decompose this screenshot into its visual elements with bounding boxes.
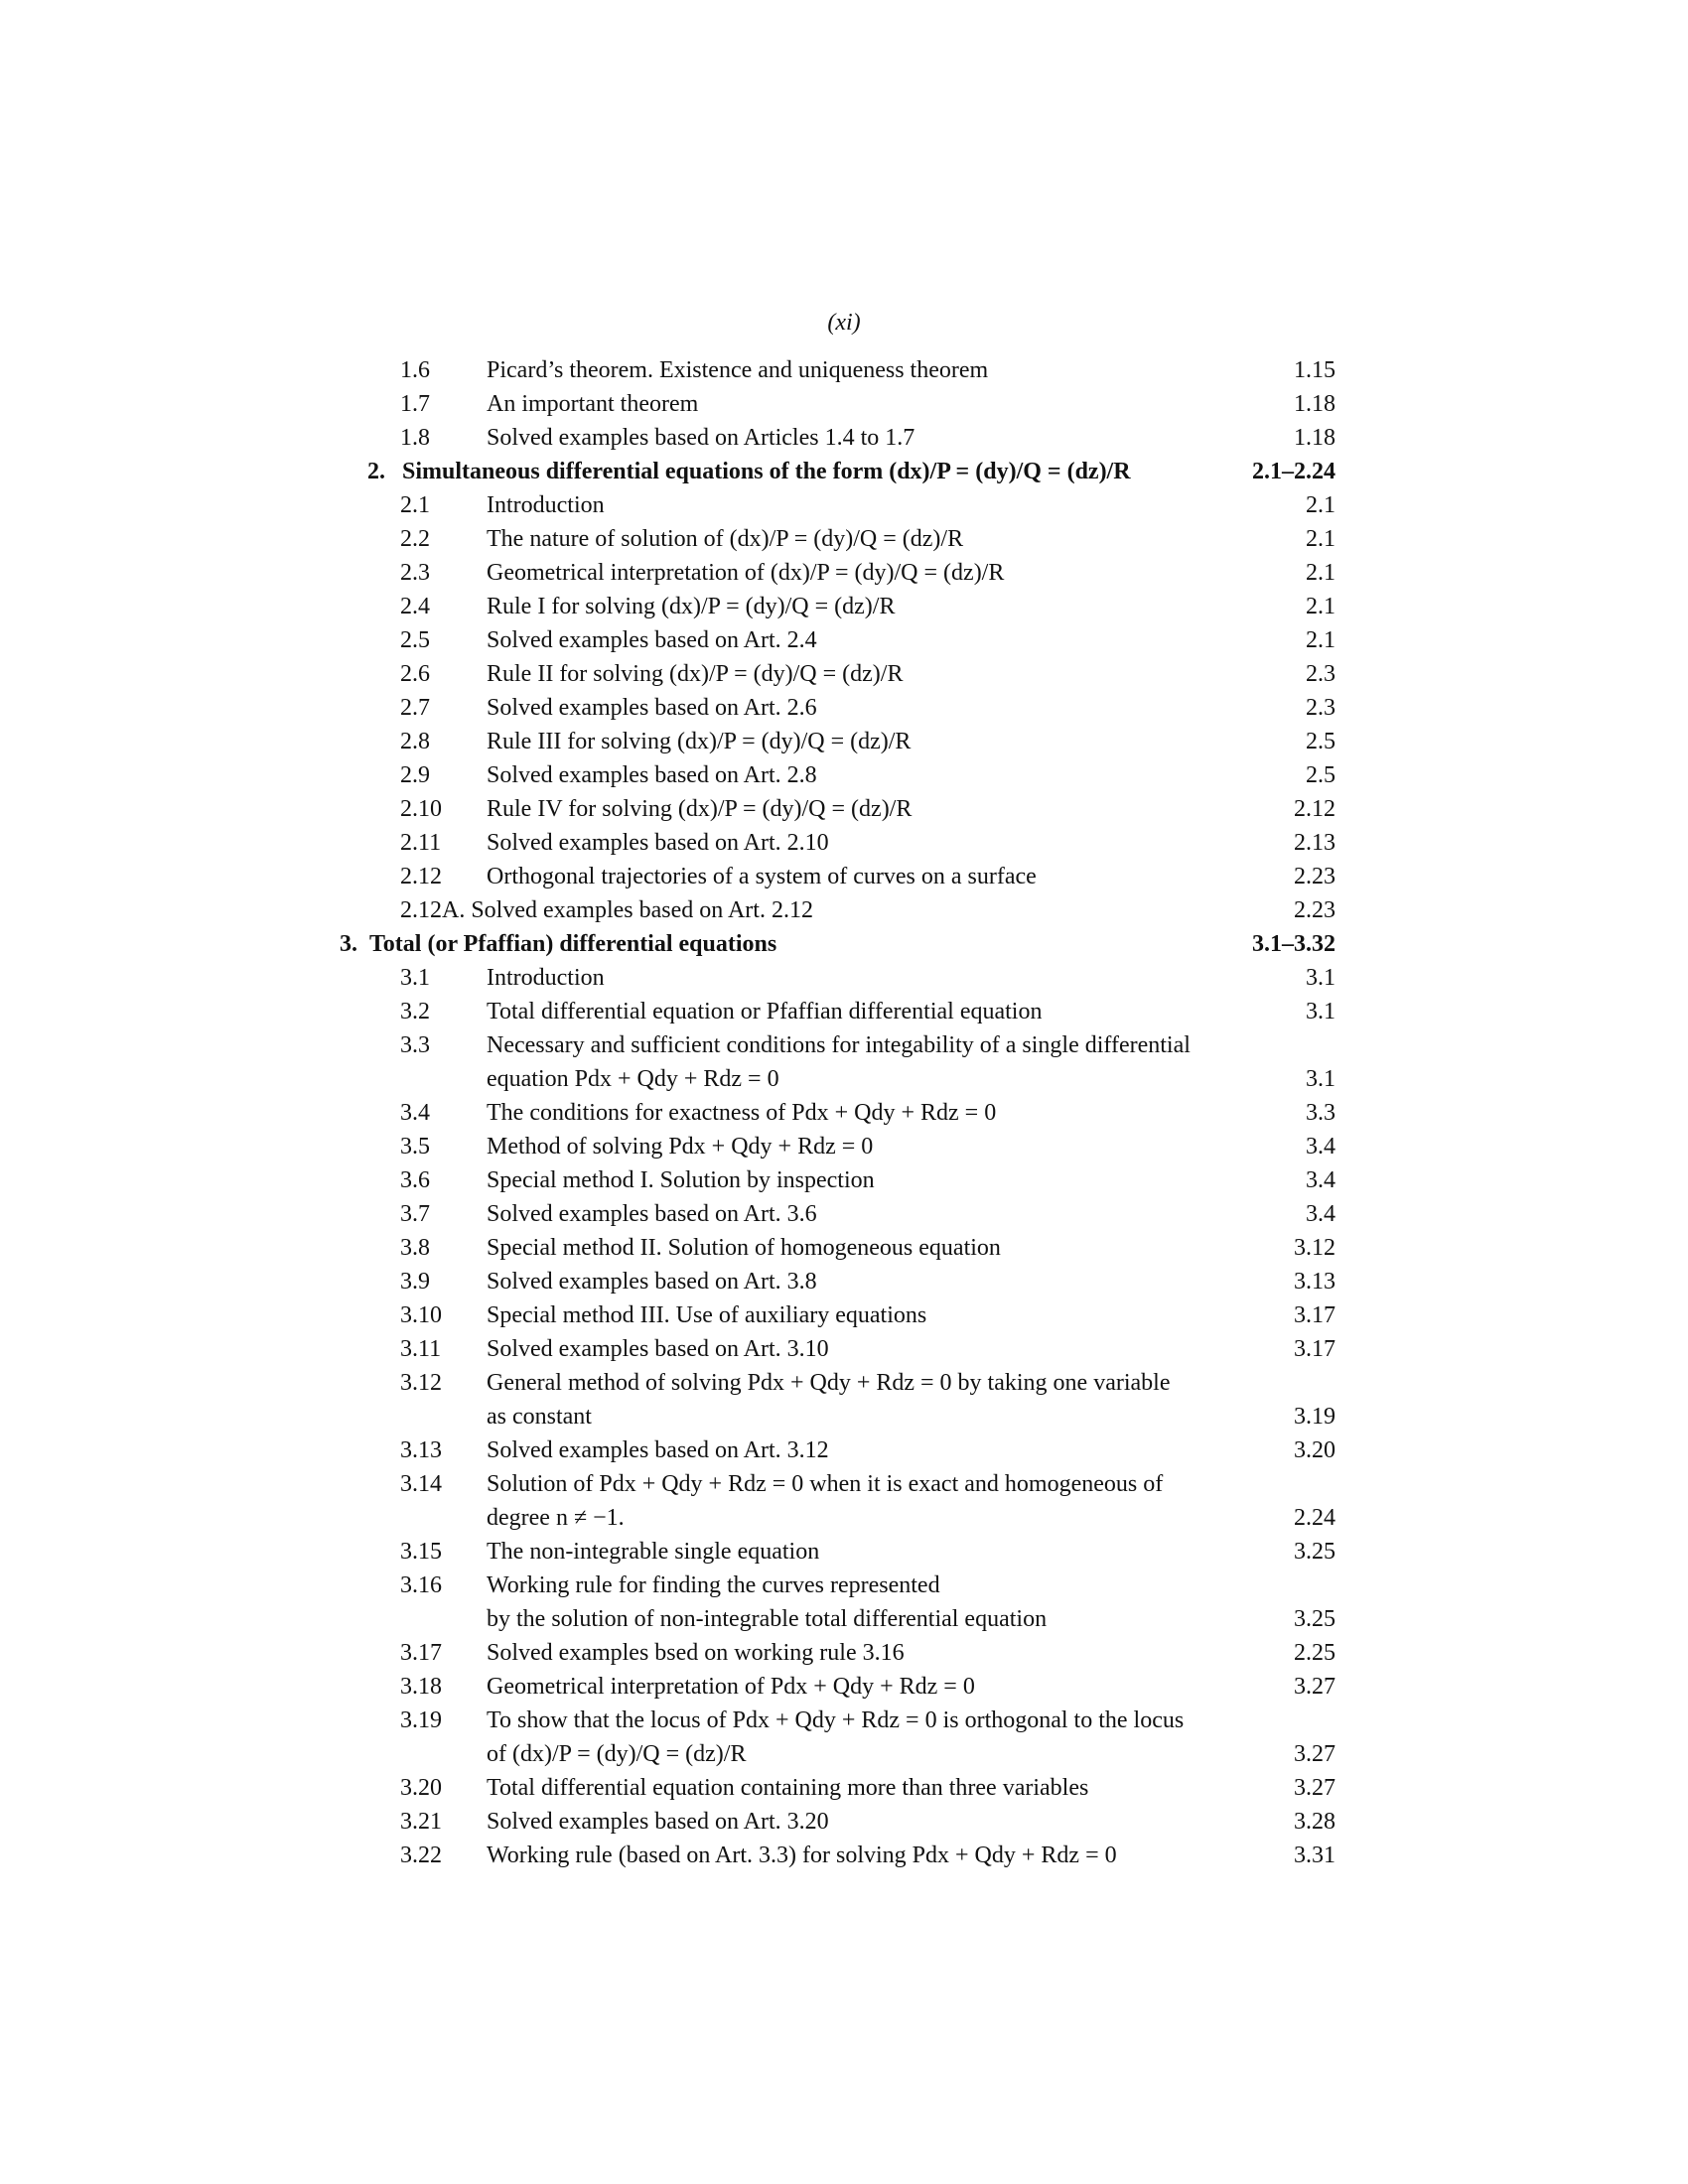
toc-entry xyxy=(0,1163,1688,1197)
section-number: 3.8 xyxy=(400,1235,430,1261)
page-ref: 3.12 xyxy=(1294,1235,1336,1261)
section-title: of (dx)/P = (dy)/Q = (dz)/R xyxy=(487,1741,747,1767)
section-title: The nature of solution of (dx)/P = (dy)/Q = (dz)/R xyxy=(487,526,964,552)
toc-entry-continuation xyxy=(0,1400,1688,1433)
section-number: 2.1 xyxy=(400,492,430,518)
section-title: Introduction xyxy=(487,965,605,991)
section-title: The non-integrable single equation xyxy=(487,1539,820,1565)
toc-entry xyxy=(0,590,1688,623)
toc-entry xyxy=(0,1130,1688,1163)
page-ref: 2.25 xyxy=(1294,1640,1336,1666)
section-number: 3.20 xyxy=(400,1775,442,1801)
page-ref: 3.3 xyxy=(1306,1100,1336,1126)
toc-entry xyxy=(0,556,1688,590)
toc-entry xyxy=(0,657,1688,691)
section-number: 3.15 xyxy=(400,1539,442,1565)
toc-entry-continuation xyxy=(0,1737,1688,1771)
section-title: To show that the locus of Pdx + Qdy + Rdz = 0 is orthogonal to the locus xyxy=(487,1707,1185,1733)
page-ref: 3.19 xyxy=(1294,1404,1336,1430)
section-title: Solved examples based on Art. 2.8 xyxy=(487,762,817,788)
section-number: 2.5 xyxy=(400,627,430,653)
section-number: 3.12 xyxy=(400,1370,442,1396)
page-ref: 1.18 xyxy=(1294,425,1336,451)
section-title: Rule II for solving (dx)/P = (dy)/Q = (dz)/R xyxy=(487,661,904,687)
section-title: Working rule (based on Art. 3.3) for solving Pdx + Qdy + Rdz = 0 xyxy=(487,1843,1117,1868)
section-title: Solved examples based on Art. 3.10 xyxy=(487,1336,829,1362)
toc-entry xyxy=(0,1231,1688,1265)
section-number: 2.8 xyxy=(400,729,430,754)
section-number: 2.10 xyxy=(400,796,442,822)
toc-entry xyxy=(0,1028,1688,1062)
section-number: 2.4 xyxy=(400,594,430,619)
page-ref: 2.1 xyxy=(1306,560,1336,586)
table-of-contents xyxy=(0,353,1688,1872)
page-ref: 2.1 xyxy=(1306,526,1336,552)
toc-entry xyxy=(0,1366,1688,1400)
toc-entry xyxy=(0,1771,1688,1805)
toc-entry xyxy=(0,387,1688,421)
section-number: 3.10 xyxy=(400,1302,442,1328)
chapter-title: Simultaneous differential equations of the form (dx)/P = (dy)/Q = (dz)/R xyxy=(402,459,1131,484)
section-title: Solved examples based on Art. 2.6 xyxy=(487,695,817,721)
section-title: Total differential equation or Pfaffian differential equation xyxy=(487,999,1043,1024)
page-number: (xi) xyxy=(827,310,861,336)
page-ref: 1.15 xyxy=(1294,357,1336,383)
section-title: Solved examples based on Art. 3.20 xyxy=(487,1809,829,1835)
page-ref: 3.20 xyxy=(1294,1437,1336,1463)
page-ref: 3.17 xyxy=(1294,1336,1336,1362)
section-number: 3.14 xyxy=(400,1471,442,1497)
section-title: Method of solving Pdx + Qdy + Rdz = 0 xyxy=(487,1134,874,1160)
section-number: 3.11 xyxy=(400,1336,442,1362)
toc-entry xyxy=(0,1467,1688,1501)
section-number: 2.6 xyxy=(400,661,430,687)
toc-entry xyxy=(0,1298,1688,1332)
page-ref: 3.31 xyxy=(1294,1843,1336,1868)
toc-entry xyxy=(0,961,1688,995)
section-number: 3.1 xyxy=(400,965,430,991)
section-number: 3.21 xyxy=(400,1809,442,1835)
section-title: Geometrical interpretation of (dx)/P = (dy)/Q = (dz)/R xyxy=(487,560,1005,586)
page-ref: 3.4 xyxy=(1306,1167,1336,1193)
toc-entry-continuation xyxy=(0,1602,1688,1636)
section-number: 2.2 xyxy=(400,526,430,552)
toc-entry xyxy=(0,691,1688,725)
toc-entry xyxy=(0,353,1688,387)
page-ref: 3.27 xyxy=(1294,1674,1336,1700)
section-number: 3.3 xyxy=(400,1032,430,1058)
toc-entry xyxy=(0,725,1688,758)
page-ref: 2.23 xyxy=(1294,864,1336,889)
section-title: Working rule for finding the curves represented xyxy=(487,1572,940,1598)
page-ref: 3.28 xyxy=(1294,1809,1336,1835)
page-ref: 2.24 xyxy=(1294,1505,1336,1531)
toc-entry xyxy=(0,623,1688,657)
toc-entry xyxy=(0,995,1688,1028)
toc-entry xyxy=(0,522,1688,556)
section-number: 3.5 xyxy=(400,1134,430,1160)
section-number: 3.17 xyxy=(400,1640,442,1666)
section-title: Solved examples based on Art. 2.10 xyxy=(487,830,829,856)
section-number: 2.11 xyxy=(400,830,442,856)
section-number: 2.9 xyxy=(400,762,430,788)
page-ref: 3.25 xyxy=(1294,1606,1336,1632)
section-title: Orthogonal trajectories of a system of curves on a surface xyxy=(487,864,1037,889)
page-ref: 2.23 xyxy=(1294,897,1336,923)
toc-entry xyxy=(0,1535,1688,1569)
chapter-number: 3. xyxy=(340,931,357,957)
section-number: 3.6 xyxy=(400,1167,430,1193)
toc-entry xyxy=(0,893,1688,927)
page-ref: 2.1 xyxy=(1306,627,1336,653)
page-ref: 2.5 xyxy=(1306,762,1336,788)
chapter-heading xyxy=(0,455,1688,488)
section-title: Introduction xyxy=(487,492,605,518)
section-number: 3.7 xyxy=(400,1201,430,1227)
section-title: Rule I for solving (dx)/P = (dy)/Q = (dz)/R xyxy=(487,594,896,619)
section-number: 3.13 xyxy=(400,1437,442,1463)
chapter-number: 2. xyxy=(367,459,385,484)
section-title: Rule IV for solving (dx)/P = (dy)/Q = (dz)/R xyxy=(487,796,913,822)
section-title: Special method I. Solution by inspection xyxy=(487,1167,875,1193)
chapter-title: Total (or Pfaffian) differential equations xyxy=(369,931,777,957)
section-title: Solved examples based on Art. 3.12 xyxy=(487,1437,829,1463)
toc-entry xyxy=(0,1265,1688,1298)
section-title: Necessary and sufficient conditions for integability of a single differential xyxy=(487,1032,1191,1058)
section-title: 2.12A. Solved examples based on Art. 2.12 xyxy=(400,897,813,923)
toc-entry xyxy=(0,826,1688,860)
section-number: 2.3 xyxy=(400,560,430,586)
section-title: An important theorem xyxy=(487,391,699,417)
toc-entry xyxy=(0,1636,1688,1670)
section-title: Picard’s theorem. Existence and uniqueness theorem xyxy=(487,357,989,383)
section-number: 2.12 xyxy=(400,864,442,889)
toc-entry xyxy=(0,488,1688,522)
section-title: Rule III for solving (dx)/P = (dy)/Q = (dz)/R xyxy=(487,729,912,754)
page-ref: 3.17 xyxy=(1294,1302,1336,1328)
section-title: Special method III. Use of auxiliary equations xyxy=(487,1302,927,1328)
toc-entry-continuation xyxy=(0,1501,1688,1535)
toc-entry xyxy=(0,1805,1688,1839)
section-title: General method of solving Pdx + Qdy + Rdz = 0 by taking one variable xyxy=(487,1370,1171,1396)
section-title: by the solution of non-integrable total differential equation xyxy=(487,1606,1048,1632)
toc-entry xyxy=(0,758,1688,792)
page-ref: 3.1 xyxy=(1306,1066,1336,1092)
section-number: 3.18 xyxy=(400,1674,442,1700)
section-number: 3.16 xyxy=(400,1572,442,1598)
toc-entry xyxy=(0,792,1688,826)
page-ref: 3.27 xyxy=(1294,1775,1336,1801)
section-title: equation Pdx + Qdy + Rdz = 0 xyxy=(487,1066,779,1092)
page-ref: 2.13 xyxy=(1294,830,1336,856)
page-ref: 2.1 xyxy=(1306,594,1336,619)
toc-entry xyxy=(0,1569,1688,1602)
section-title: The conditions for exactness of Pdx + Qdy + Rdz = 0 xyxy=(487,1100,997,1126)
page-ref: 2.3 xyxy=(1306,661,1336,687)
page-ref: 3.4 xyxy=(1306,1134,1336,1160)
section-title: Solved examples based on Art. 2.4 xyxy=(487,627,817,653)
page-ref: 2.1 xyxy=(1306,492,1336,518)
page-ref: 3.25 xyxy=(1294,1539,1336,1565)
page-ref: 1.18 xyxy=(1294,391,1336,417)
section-number: 3.19 xyxy=(400,1707,442,1733)
page-ref: 2.3 xyxy=(1306,695,1336,721)
toc-entry xyxy=(0,1433,1688,1467)
toc-entry xyxy=(0,1670,1688,1704)
section-number: 1.7 xyxy=(400,391,430,417)
section-title: Solution of Pdx + Qdy + Rdz = 0 when it is exact and homogeneous of xyxy=(487,1471,1164,1497)
chapter-heading xyxy=(0,927,1688,961)
chapter-page-range: 3.1–3.32 xyxy=(1252,931,1336,957)
section-title: Solved examples bsed on working rule 3.16 xyxy=(487,1640,905,1666)
section-number: 2.7 xyxy=(400,695,430,721)
section-number: 1.8 xyxy=(400,425,430,451)
section-title: Total differential equation containing more than three variables xyxy=(487,1775,1089,1801)
page-ref: 3.27 xyxy=(1294,1741,1336,1767)
section-number: 3.22 xyxy=(400,1843,442,1868)
toc-entry xyxy=(0,1839,1688,1872)
toc-entry xyxy=(0,1704,1688,1737)
section-title: Solved examples based on Art. 3.6 xyxy=(487,1201,817,1227)
toc-entry xyxy=(0,1332,1688,1366)
page-ref: 3.13 xyxy=(1294,1269,1336,1295)
page-ref: 2.12 xyxy=(1294,796,1336,822)
section-title: Solved examples based on Art. 3.8 xyxy=(487,1269,817,1295)
chapter-page-range: 2.1–2.24 xyxy=(1252,459,1336,484)
section-title: degree n ≠ −1. xyxy=(487,1505,625,1531)
toc-entry-continuation xyxy=(0,1062,1688,1096)
toc-entry xyxy=(0,1197,1688,1231)
page-ref: 3.1 xyxy=(1306,999,1336,1024)
section-title: Geometrical interpretation of Pdx + Qdy + Rdz = 0 xyxy=(487,1674,975,1700)
toc-entry xyxy=(0,860,1688,893)
page-ref: 2.5 xyxy=(1306,729,1336,754)
section-number: 3.2 xyxy=(400,999,430,1024)
toc-entry xyxy=(0,1096,1688,1130)
toc-entry xyxy=(0,421,1688,455)
section-number: 3.4 xyxy=(400,1100,430,1126)
page-ref: 3.4 xyxy=(1306,1201,1336,1227)
section-title: as constant xyxy=(487,1404,592,1430)
section-number: 3.9 xyxy=(400,1269,430,1295)
page-ref: 3.1 xyxy=(1306,965,1336,991)
section-number: 1.6 xyxy=(400,357,430,383)
section-title: Solved examples based on Articles 1.4 to 1.7 xyxy=(487,425,915,451)
section-title: Special method II. Solution of homogeneous equation xyxy=(487,1235,1001,1261)
